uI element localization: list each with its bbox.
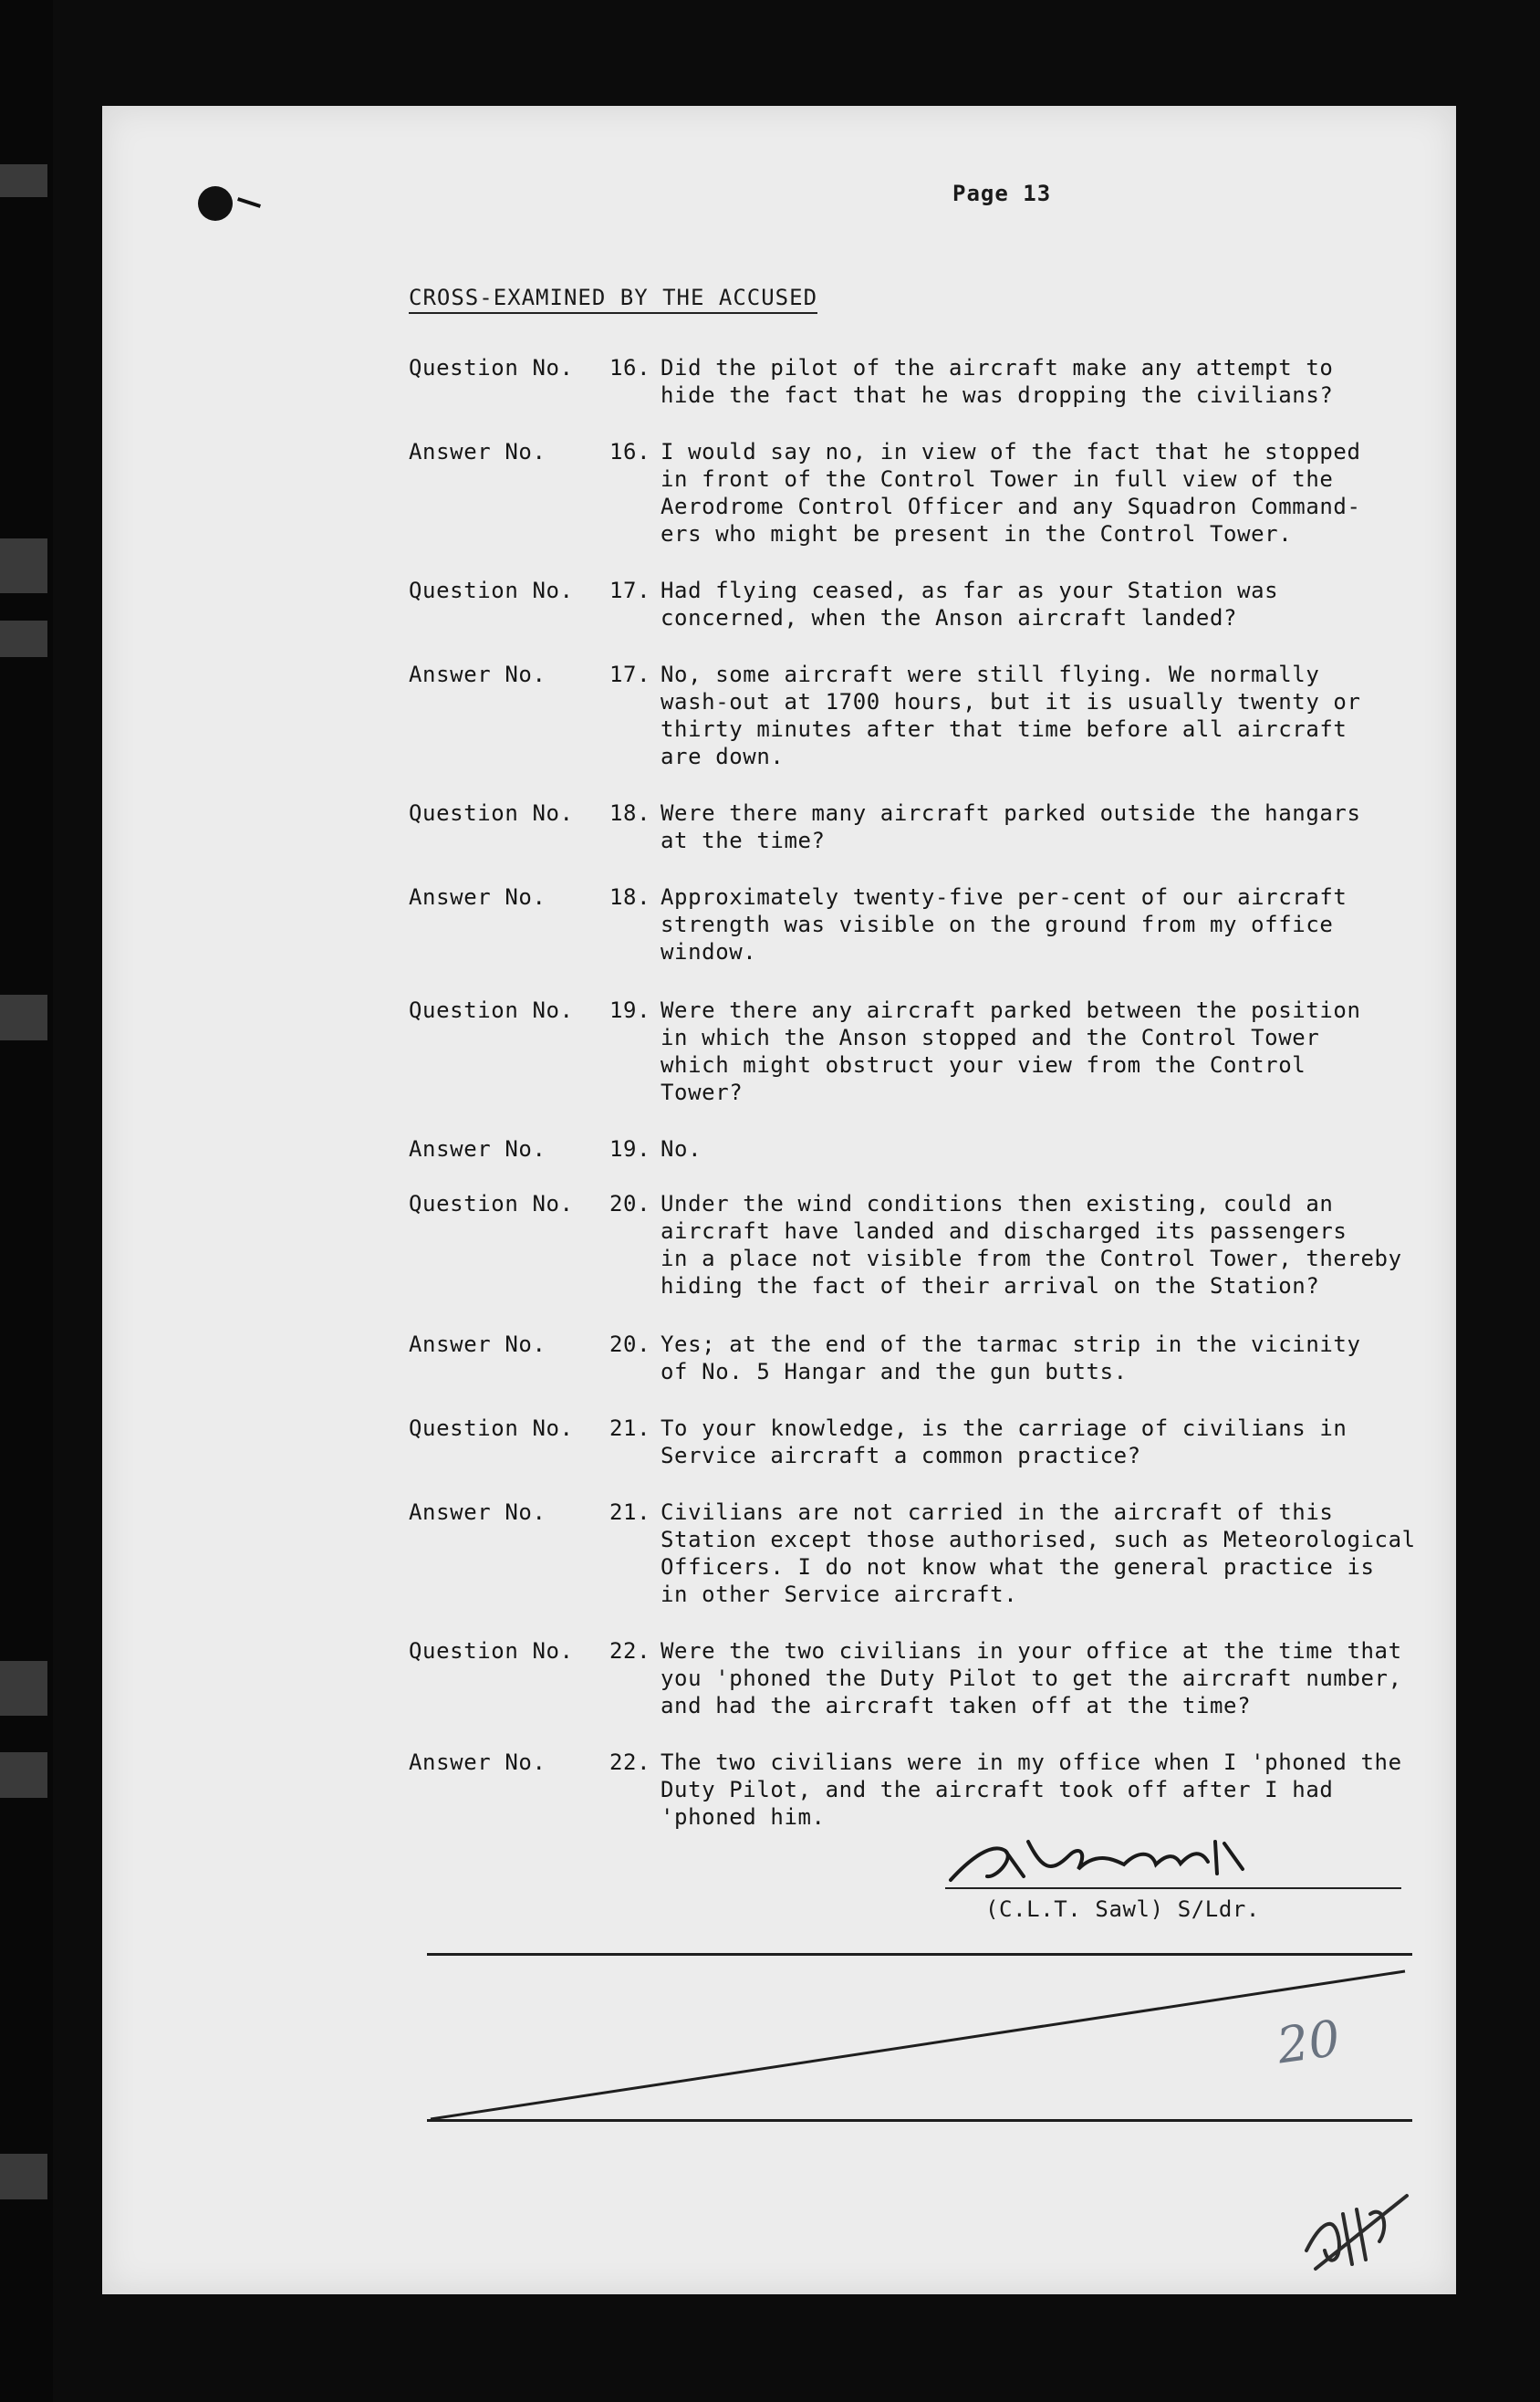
folio-number: 20 [1273,2009,1344,2075]
entry-text: No. [661,1136,702,1162]
entry-label: Question No. [409,800,574,826]
entry-label: Answer No. [409,1749,546,1775]
entry-number: 21. [609,1415,651,1441]
entry-text: The two civilians were in my office when I 'phoned the Duty Pilot, and the aircraft took off after I had 'phoned him. [661,1749,1402,1830]
film-mark [0,621,47,657]
entry-text: Under the wind conditions then existing, could an aircraft have landed and discharged its passengers in a place not visible from the Control Tower, thereby hiding the fact of their arrival on the Station? [661,1191,1402,1299]
entry-text: Were there any aircraft parked between the position in which the Anson stopped and the Control Tower which might obstruct your view from the Control Tower? [661,997,1361,1105]
entry-number: 22. [609,1749,651,1775]
entry-label: Question No. [409,997,574,1023]
handwritten-initials [1297,2187,1425,2278]
entry-text: Approximately twenty-five per-cent of our aircraft strength was visible on the ground from my office window. [661,884,1348,965]
signature-caption: (C.L.T. Sawl) S/Ldr. [985,1896,1260,1922]
entry-text: I would say no, in view of the fact that he stopped in front of the Control Tower in full view of the Aerodrome Control Officer and any Squadron Command- ers who might be present in the Control Tower. [661,439,1361,547]
entry-number: 20. [609,1191,651,1217]
entry-number: 16. [609,439,651,465]
entry-label: Answer No. [409,884,546,910]
entry-number: 18. [609,884,651,910]
closing-rule-bottom [427,2119,1412,2122]
entry-label: Question No. [409,1415,574,1441]
entry-text: Were there many aircraft parked outside the hangars at the time? [661,800,1361,853]
entry-number: 21. [609,1499,651,1525]
entry-number: 17. [609,662,651,687]
entry-number: 17. [609,578,651,603]
film-mark [0,2154,47,2199]
entry-label: Question No. [409,355,574,381]
entry-number: 19. [609,997,651,1023]
entry-text: Civilians are not carried in the aircraft of this Station except those authorised, such as Meteorological Officers. I do not know what the general practice is in other Service aircraft. [661,1499,1416,1607]
entry-label: Question No. [409,1191,574,1217]
entry-text: Were the two civilians in your office at the time that you 'phoned the Duty Pilot to get the aircraft number, and had the aircraft taken off at the time? [661,1638,1402,1718]
page-number: Page 13 [952,181,1052,206]
diagonal-strike [102,106,1456,2294]
entry-number: 22. [609,1638,651,1664]
film-mark [0,995,47,1040]
entry-number: 16. [609,355,651,381]
entry-label: Question No. [409,578,574,603]
entry-label: Answer No. [409,1499,546,1525]
film-mark [0,538,47,593]
film-mark [0,164,47,197]
film-mark [0,1752,47,1798]
entry-text: Yes; at the end of the tarmac strip in the vicinity of No. 5 Hangar and the gun butts. [661,1332,1361,1384]
entry-label: Answer No. [409,1332,546,1357]
document-page [102,106,1456,2294]
entry-number: 20. [609,1332,651,1357]
entry-text: To your knowledge, is the carriage of civilians in Service aircraft a common practice? [661,1415,1348,1468]
section-heading: CROSS-EXAMINED BY THE ACCUSED [409,285,817,314]
entry-label: Answer No. [409,1136,546,1162]
entry-number: 18. [609,800,651,826]
entry-number: 19. [609,1136,651,1162]
entry-text: Did the pilot of the aircraft make any attempt to hide the fact that he was dropping the civilians? [661,355,1334,408]
entry-label: Answer No. [409,662,546,687]
film-edge [0,0,53,2402]
entry-text: No, some aircraft were still flying. We normally wash-out at 1700 hours, but it is usually twenty or thirty minutes after that time before all aircraft are down. [661,662,1361,769]
entry-label: Question No. [409,1638,574,1664]
film-mark [0,1661,47,1716]
entry-label: Answer No. [409,439,546,465]
entry-text: Had flying ceased, as far as your Station was concerned, when the Anson aircraft landed? [661,578,1279,631]
